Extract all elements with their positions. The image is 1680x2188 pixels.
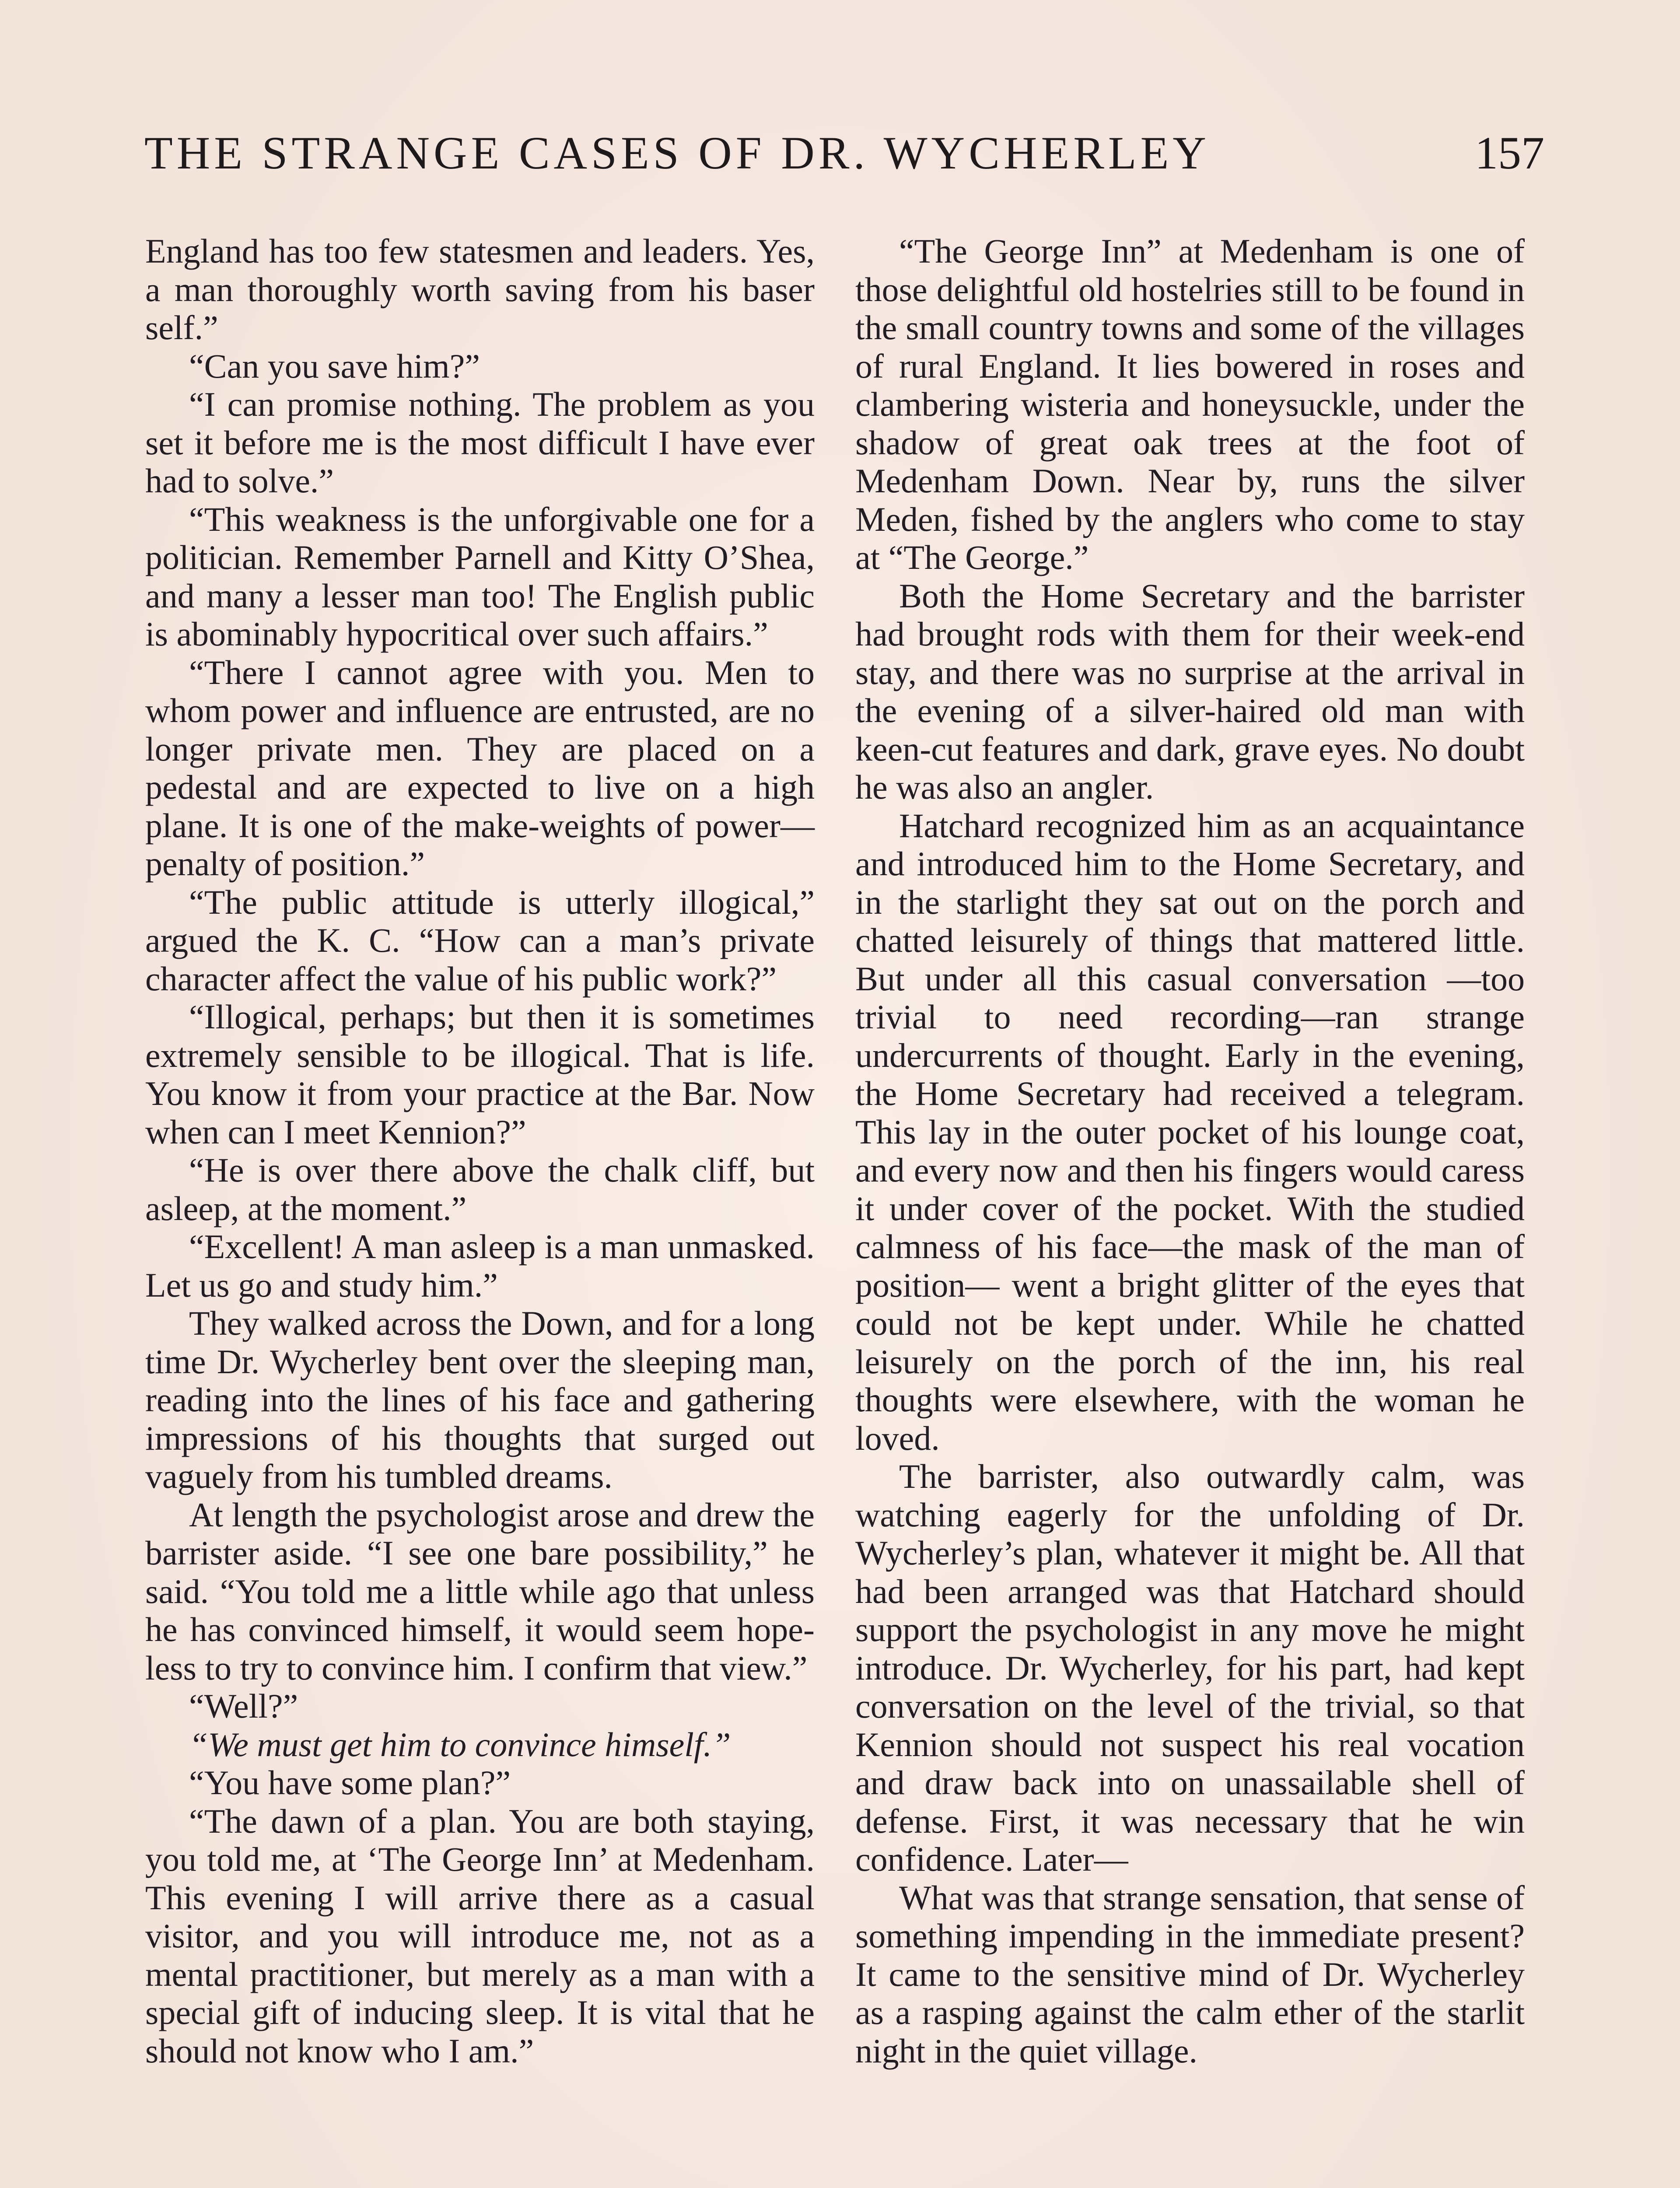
paragraph: “He is over there above the chalk cliff, but asleep, at the moment.” bbox=[145, 1151, 815, 1227]
paragraph: The barrister, also outwardly calm, was watching eagerly for the unfolding of Dr. Wycherley’s plan, whatever it might be. All that had been arranged was that Hatchard should support the psychologist in any move he might introduce. Dr. Wycherley, for his part, had kept conversation on the level of the trivial, so that Kennion should not suspect his real vocation and draw back into on unassailable shell of defense. First, it was necessary that he win confidence. Later— bbox=[855, 1457, 1525, 1878]
paragraph: “There I cannot agree with you. Men to whom power and influence are entrusted, are no longer private men. They are placed on a pedestal and are expected to live on a high plane. It is one of the make-weights of power—penalty of position.” bbox=[145, 653, 815, 883]
paragraph: “Excellent! A man asleep is a man unmasked. Let us go and study him.” bbox=[145, 1227, 815, 1304]
paragraph: “Can you save him?” bbox=[189, 347, 480, 385]
paragraph: At length the psychologist arose and drew the barrister aside. “I see one bare possibility,” he said. “You told me a little while ago that unless he has convinced himself, it would seem hopeless to try to convince him. I confirm that view.” bbox=[145, 1495, 815, 1687]
page-number: 157 bbox=[1475, 127, 1544, 179]
paragraph: “I can promise nothing. The problem as you set it before me is the most difficult I have ever had to solve.” bbox=[145, 385, 815, 500]
paragraph: Hatchard recognized him as an acquaintance and introduced him to the Home Secretary, and in the starlight they sat out on the porch and chatted leisurely of things that mattered little. But under all this casual conversation —too trivial to need recording—ran strange undercurrents of thought. Early in the evening, the Home Secretary had received a telegram. This lay in the outer pocket of his lounge coat, and every now and then his fingers would caress it under cover of the pocket. With the studied calmness of his face—the mask of the man of position— went a bright glitter of the eyes that could not be kept under. While he chatted leisurely on the porch of the inn, his real thoughts were elsewhere, with the woman he loved. bbox=[855, 806, 1525, 1457]
paragraph: England has too few statesmen and leaders. Yes, a man thoroughly worth saving from his baser self.” bbox=[145, 232, 815, 347]
running-title: THE STRANGE CASES OF DR. WYCHERLEY bbox=[144, 127, 1210, 179]
italic-paragraph: “We must get him to convince himself.” bbox=[189, 1725, 731, 1764]
paragraph: What was that strange sensation, that sense of something impending in the immediate present? It came to the sensitive mind of Dr. Wycherley as a rasping against the calm ether of the starlit night in the quiet village. bbox=[855, 1878, 1525, 2070]
paragraph: “The George Inn” at Medenham is one of those delightful old hostelries still to be found in the small country towns and some of the villages of rural England. It lies bowered in roses and clambering wisteria and honeysuckle, under the shadow of great oak trees at the foot of Medenham Down. Near by, runs the silver Meden, fished by the anglers who come to stay at “The George.” bbox=[855, 232, 1525, 576]
paragraph: They walked across the Down, and for a long time Dr. Wycherley bent over the sleeping man, reading into the lines of his face and gathering impressions of his thoughts that surged out vaguely from his tumbled dreams. bbox=[145, 1304, 815, 1495]
paragraph: “Well?” bbox=[189, 1687, 298, 1725]
paragraph: “The public attitude is utterly illogical,” argued the K. C. “How can a man’s private character affect the value of his public work?” bbox=[145, 883, 815, 998]
paragraph: “This weakness is the unforgivable one for a politician. Remember Parnell and Kitty O’Shea, and many a lesser man too! The English public is abominably hypocritical over such affairs.” bbox=[145, 500, 815, 653]
paragraph: “You have some plan?” bbox=[189, 1764, 511, 1802]
left-column bbox=[145, 232, 815, 2070]
paragraph: “The dawn of a plan. You are both staying, you told me, at ‘The George Inn’ at Medenham. This evening I will arrive there as a casual visitor, and you will introduce me, not as a mental practitioner, but merely as a man with a special gift of inducing sleep. It is vital that he should not know who I am.” bbox=[145, 1802, 815, 2070]
right-column bbox=[855, 232, 1525, 2070]
paragraph: Both the Home Secretary and the barrister had brought rods with them for their week-end stay, and there was no surprise at the arrival in the evening of a silver-haired old man with keen-cut features and dark, grave eyes. No doubt he was also an angler. bbox=[855, 576, 1525, 806]
running-head bbox=[144, 118, 1544, 193]
paragraph: “Illogical, perhaps; but then it is sometimes extremely sensible to be illogical. That is life. You know it from your practice at the Bar. Now when can I meet Kennion?” bbox=[145, 998, 815, 1151]
